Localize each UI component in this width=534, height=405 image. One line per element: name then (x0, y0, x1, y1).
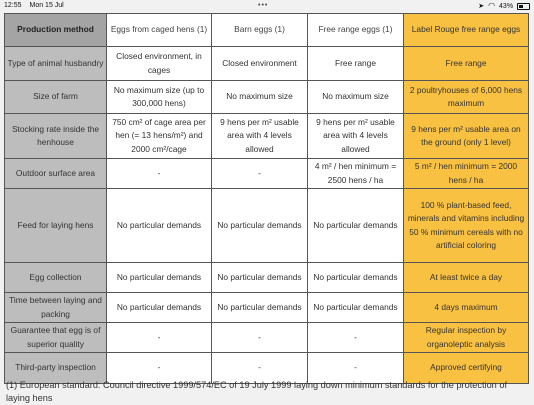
status-time: 12:55 (4, 2, 22, 9)
table-cell: No maximum size (308, 81, 404, 114)
table-cell: 2 poultryhouses of 6,000 hens maximum (404, 81, 529, 114)
wifi-icon: ◠ (488, 1, 496, 10)
location-arrow-icon: ➤ (478, 3, 485, 10)
table-cell: Closed environment (212, 47, 308, 81)
table-cell: - (212, 353, 308, 384)
table-cell: 9 hens per m² usable area on the ground (only 1 level) (404, 114, 529, 159)
column-header: Label Rouge free range eggs (404, 14, 529, 47)
row-header: Guarantee that egg is of superior quality (5, 323, 107, 353)
status-date: Mon 15 Jul (29, 2, 64, 9)
table-row (5, 159, 529, 189)
table-cell: Free range (308, 47, 404, 81)
comparison-table (4, 13, 529, 384)
column-header: Barn eggs (1) (212, 14, 308, 47)
table-cell: No maximum size (212, 81, 308, 114)
table-cell: 4 days maximum (404, 293, 529, 323)
table-cell: No particular demands (212, 189, 308, 263)
table-cell: No particular demands (107, 189, 212, 263)
table-row (5, 293, 529, 323)
table-cell: No particular demands (107, 263, 212, 293)
table-cell: No particular demands (212, 293, 308, 323)
table-cell: - (308, 353, 404, 384)
table-cell: - (308, 323, 404, 353)
row-header: Type of animal husbandry (5, 47, 107, 81)
table-cell: At least twice a day (404, 263, 529, 293)
table-cell: 9 hens per m² usable area with 4 levels allowed (212, 114, 308, 159)
table-cell: 100 % plant-based feed, minerals and vitamins including 50 % minimum cereals with no artificial coloring (404, 189, 529, 263)
row-header: Stocking rate inside the henhouse (5, 114, 107, 159)
table-cell: Closed environment, in cages (107, 47, 212, 81)
table-cell: 9 hens per m² usable area with 4 levels allowed (308, 114, 404, 159)
row-header: Outdoor surface area (5, 159, 107, 189)
table-row (5, 114, 529, 159)
row-header: Time between laying and packing (5, 293, 107, 323)
table-cell: 750 cm² of cage area per hen (= 13 hens/m²) and 2000 cm²/cage (107, 114, 212, 159)
table-cell: 4 m² / hen minimum = 2500 hens / ha (308, 159, 404, 189)
table-cell: Free range (404, 47, 529, 81)
status-right (478, 0, 530, 13)
table-header-row (5, 14, 529, 47)
table-cell: No particular demands (212, 263, 308, 293)
table-cell: No maximum size (up to 300,000 hens) (107, 81, 212, 114)
column-header: Free range eggs (1) (308, 14, 404, 47)
table-cell: Approved certifying (404, 353, 529, 384)
table-row (5, 81, 529, 114)
footnote: (1) European standard: Council directive 1999/574/EC of 19 July 1999 laying down minimum standards for the protection of laying hens (6, 380, 508, 403)
row-header: Size of farm (5, 81, 107, 114)
table-cell: No particular demands (308, 189, 404, 263)
table-cell: No particular demands (308, 293, 404, 323)
battery-icon (517, 3, 530, 10)
status-bar (0, 0, 534, 12)
column-header: Eggs from caged hens (1) (107, 14, 212, 47)
row-header: Feed for laying hens (5, 189, 107, 263)
column-header: Production method (5, 14, 107, 47)
table-cell: - (212, 323, 308, 353)
table-row (5, 189, 529, 263)
table-row (5, 323, 529, 353)
table-cell: Regular inspection by organoleptic analysis (404, 323, 529, 353)
table-cell: - (107, 353, 212, 384)
table-cell: No particular demands (308, 263, 404, 293)
status-left (4, 0, 70, 12)
table-row (5, 263, 529, 293)
battery-percent: 43% (499, 3, 514, 10)
table-cell: - (212, 159, 308, 189)
table-cell: - (107, 159, 212, 189)
multitask-dots[interactable]: ••• (258, 2, 269, 9)
table-cell: 5 m² / hen minimum = 2000 hens / ha (404, 159, 529, 189)
row-header: Third-party inspection (5, 353, 107, 384)
table-cell: - (107, 323, 212, 353)
row-header: Egg collection (5, 263, 107, 293)
table-row (5, 47, 529, 81)
table-cell: No particular demands (107, 293, 212, 323)
